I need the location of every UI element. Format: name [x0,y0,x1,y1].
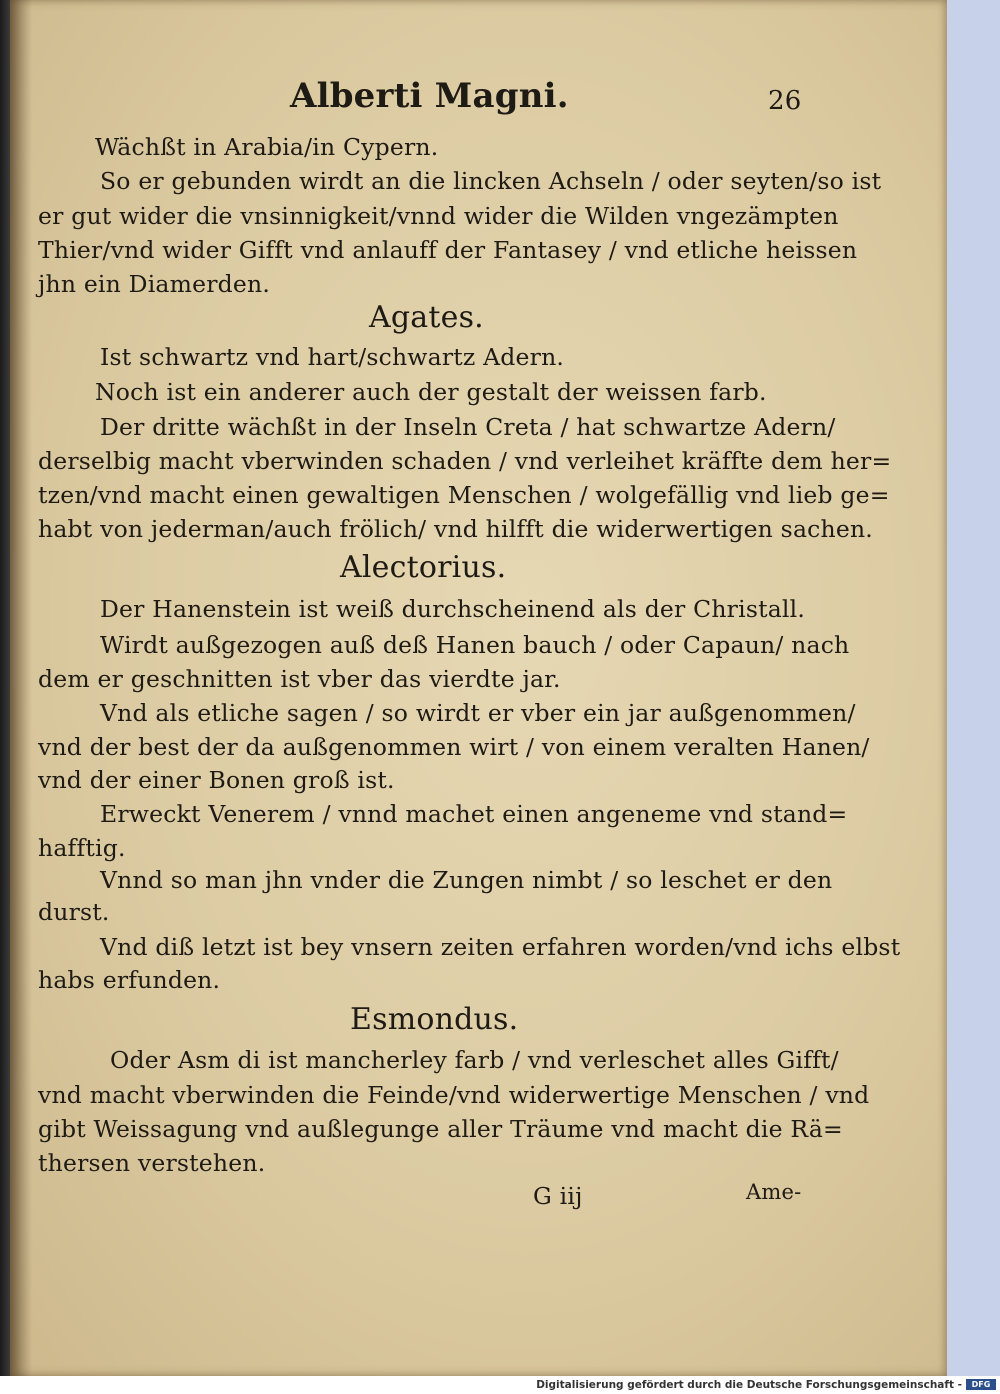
text-line: vnd der einer Bonen groß ist. [38,766,395,794]
text-line: Vnnd so man jhn vnder die Zungen nimbt / so leschet er den [100,866,833,894]
text-line: thersen verstehen. [38,1149,266,1177]
page-number: 26 [768,86,802,116]
text-line: vnd macht vberwinden die Feinde/vnd widerwertige Menschen / vnd [38,1081,870,1109]
text-line: Der dritte wächßt in der Inseln Creta / hat schwartze Adern/ [100,413,836,441]
text-line: Vnd diß letzt ist bey vnsern zeiten erfahren worden/vnd ichs elbst [100,933,901,961]
right-scan-border [947,0,1000,1376]
text-line: Noch ist ein anderer auch der gestalt der weissen farb. [95,378,767,406]
text-line: Vnd als etliche sagen / so wirdt er vber ein jar außgenommen/ [100,699,856,727]
text-line: jhn ein Diamerden. [38,270,271,298]
section-heading-alectorius: Alectorius. [340,550,507,585]
footer-credit: Digitalisierung gefördert durch die Deutsche Forschungsgemeinschaft - [536,1379,962,1391]
text-line: Oder Asm di ist mancherley farb / vnd verleschet alles Gifft/ [110,1046,839,1074]
text-line: gibt Weissagung vnd außlegunge aller Träume vnd macht die Rä= [38,1115,843,1143]
text-line: So er gebunden wirdt an die lincken Achseln / oder seyten/so ist [100,167,882,195]
text-line: habt von jederman/auch frölich/ vnd hilfft die widerwertigen sachen. [38,515,873,543]
text-line: er gut wider die vnsinnigkeit/vnnd wider die Wilden vngezämpten [38,202,839,230]
text-line: hafftig. [38,834,126,862]
text-line: Ist schwartz vnd hart/schwartz Adern. [100,343,565,371]
text-line: Wächßt in Arabia/in Cypern. [95,133,439,161]
footer-bar [0,1376,1000,1394]
signature-mark: G iij [533,1182,583,1210]
section-heading-esmondus: Esmondus. [350,1002,519,1037]
section-heading-agates: Agates. [369,300,484,335]
catchword: Ame- [746,1180,802,1204]
left-scan-border [0,0,10,1376]
text-line: dem er geschnitten ist vber das vierdte jar. [38,665,561,693]
running-head: Alberti Magni. [290,76,569,116]
text-line: Erweckt Venerem / vnnd machet einen angeneme vnd stand= [100,800,848,828]
text-line: tzen/vnd macht einen gewaltigen Menschen / wolgefällig vnd lieb ge= [38,481,890,509]
text-line: Wirdt außgezogen auß deß Hanen bauch / oder Capaun/ nach [100,631,850,659]
text-line: vnd der best der da außgenommen wirt / von einem veralten Hanen/ [38,733,870,761]
dfg-logo-icon: DFG [966,1379,996,1390]
text-line: habs erfunden. [38,966,221,994]
text-line: derselbig macht vberwinden schaden / vnd verleihet kräffte dem her= [38,447,892,475]
text-line: Thier/vnd wider Gifft vnd anlauff der Fantasey / vnd etliche heissen [38,236,858,264]
text-line: durst. [38,898,110,926]
page-gutter-shadow [10,0,32,1376]
text-line: Der Hanenstein ist weiß durchscheinend als der Christall. [100,595,806,623]
